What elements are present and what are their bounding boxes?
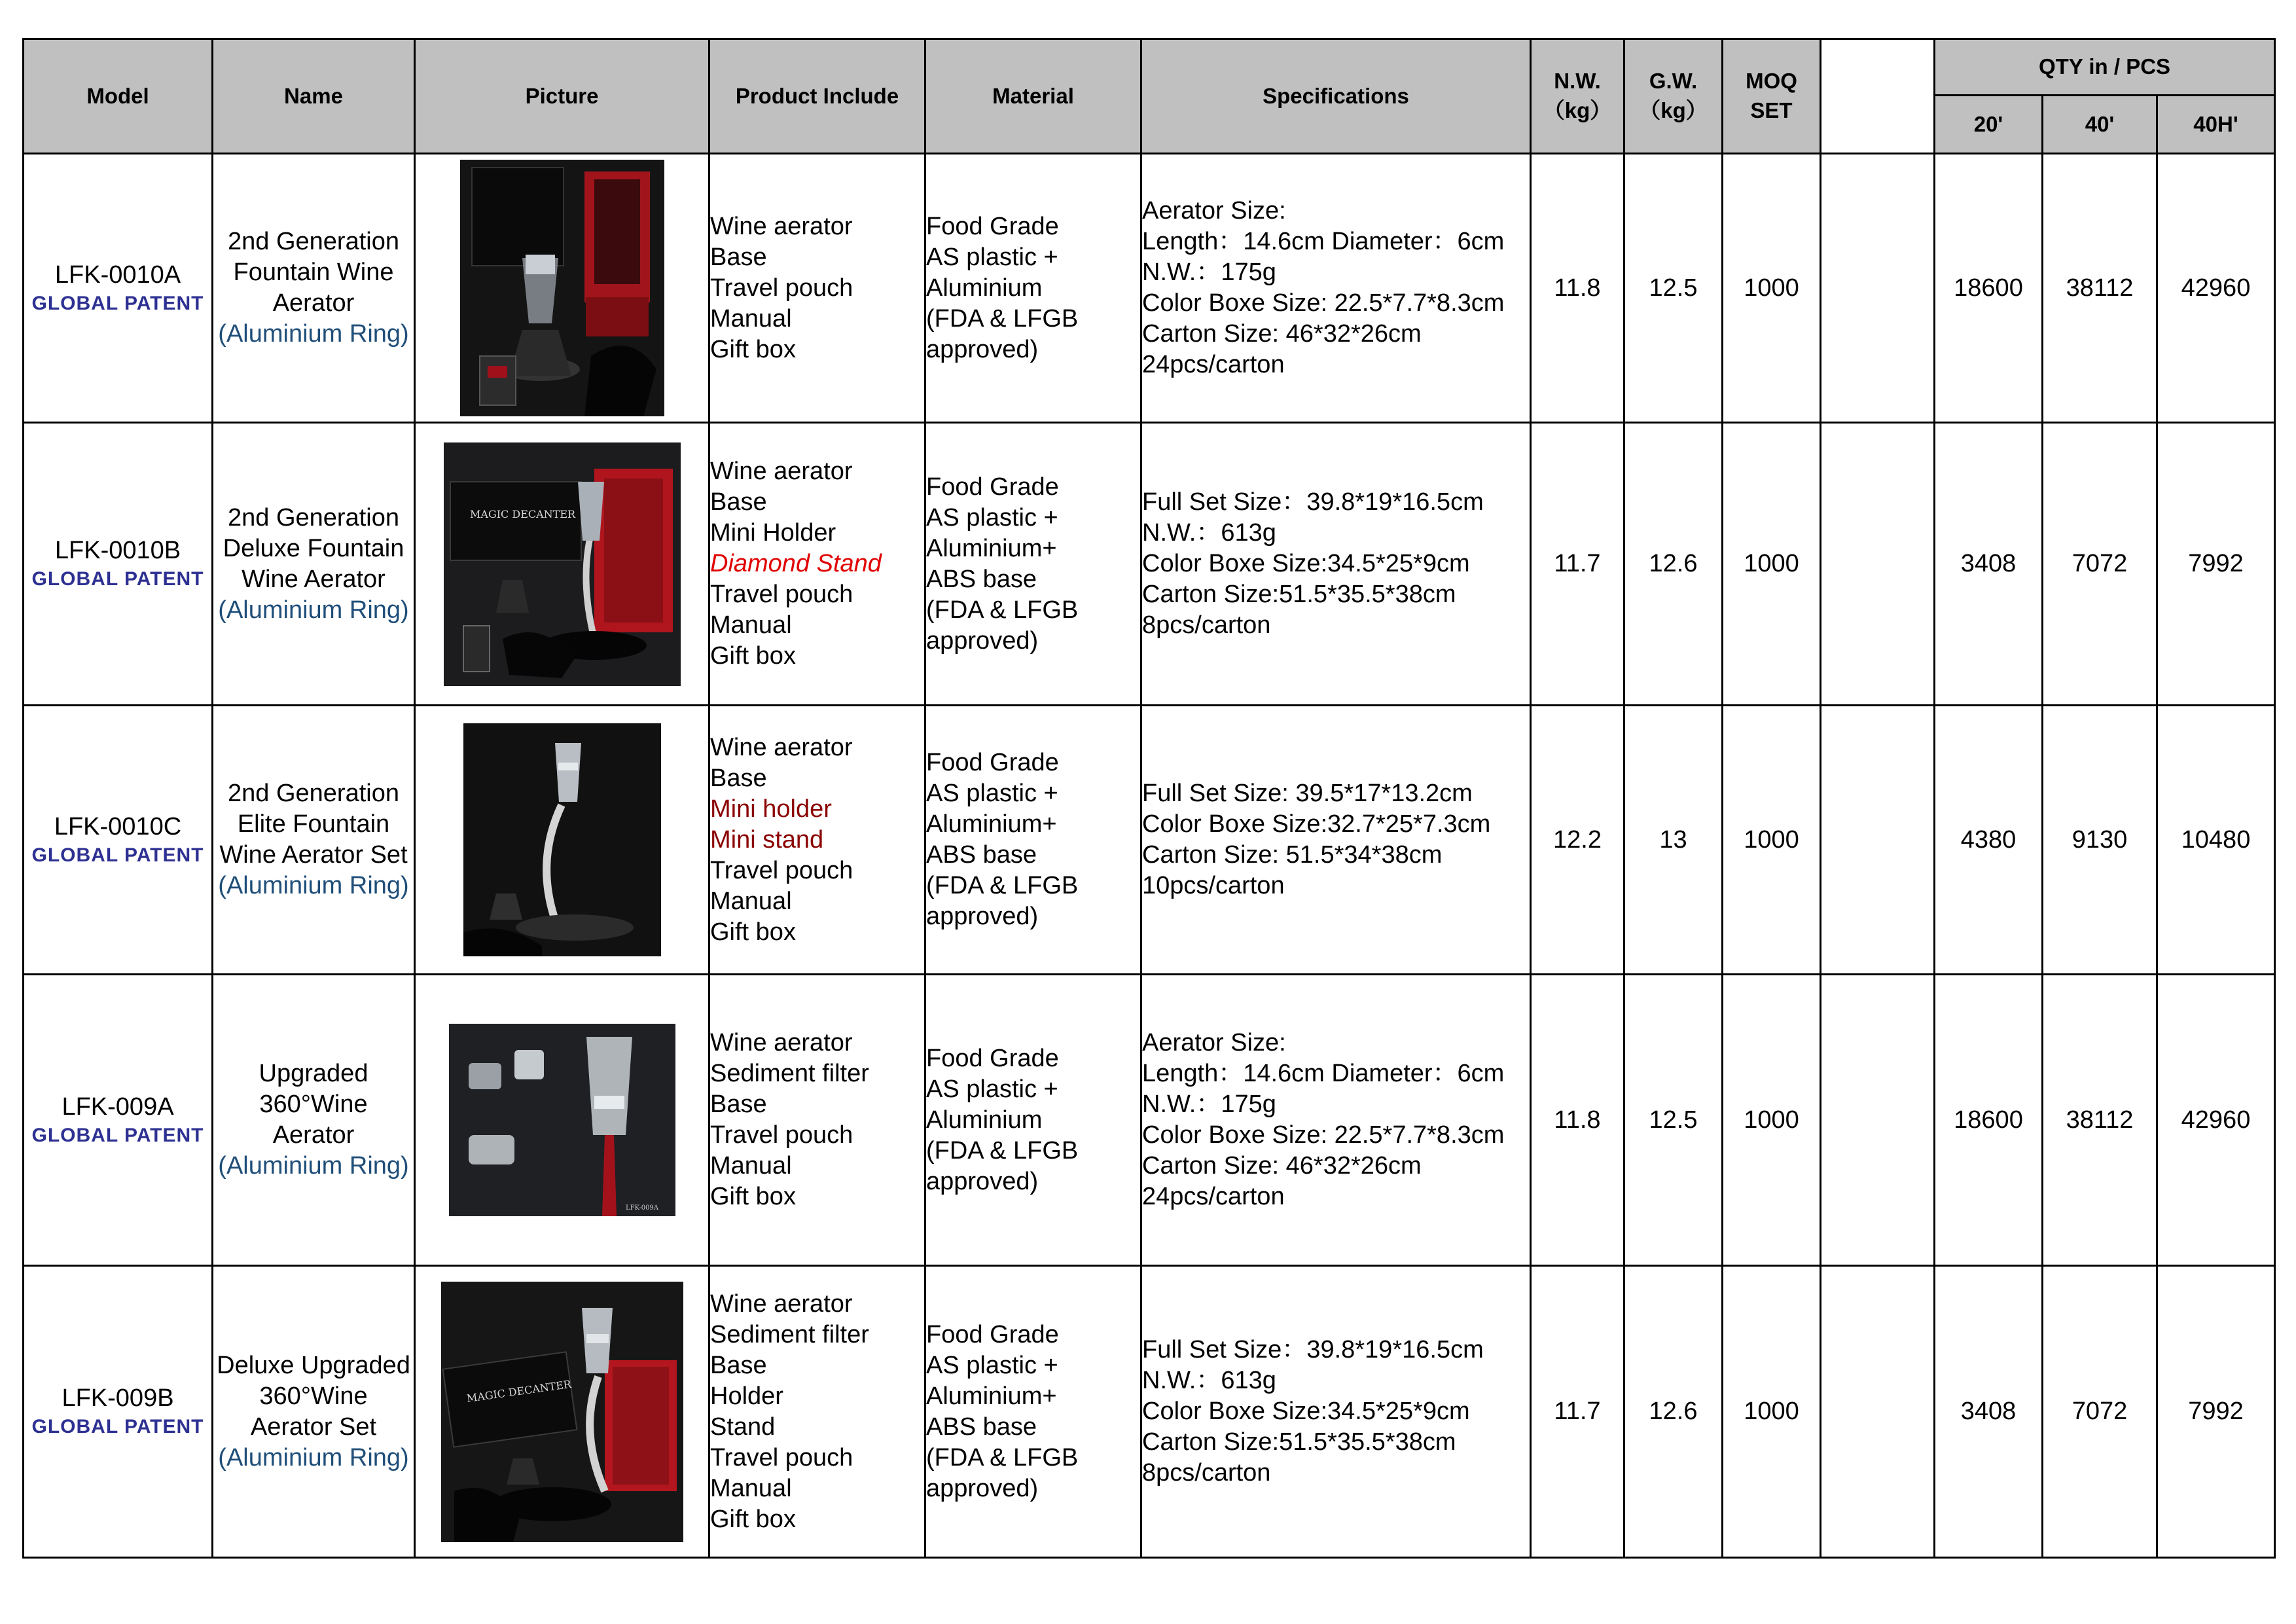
spec-line: N.W.：175g <box>1142 259 1276 286</box>
spec-line: Carton Size: 46*32*26cm <box>1142 320 1422 348</box>
header-qty: QTY in / PCS <box>1935 39 2275 96</box>
picture-cell <box>415 706 709 975</box>
material-line: Aluminium+ <box>926 534 1057 562</box>
name-line: Wine Aerator <box>242 565 386 593</box>
aerator-360-illustration <box>449 1024 675 1216</box>
qty-40-cell: 7072 <box>2043 423 2157 706</box>
ring-note: (Aluminium Ring) <box>218 1152 409 1180</box>
include-item: Base <box>710 764 767 792</box>
gw-cell: 12.6 <box>1624 1266 1723 1558</box>
include-item: Gift box <box>710 642 796 670</box>
name-cell <box>213 423 415 706</box>
material-line: Food Grade <box>926 749 1059 776</box>
material-cell <box>925 154 1141 423</box>
name-line: 2nd Generation <box>228 503 399 532</box>
material-cell <box>925 706 1141 975</box>
header-row-1 <box>24 39 2275 96</box>
header-nw-unit: （kg） <box>1543 98 1612 122</box>
blank-cell <box>1821 706 1935 975</box>
header-material: Material <box>925 39 1141 154</box>
material-line: Food Grade <box>926 473 1059 501</box>
include-item: Wine aerator <box>710 212 853 240</box>
include-item: Base <box>710 488 767 516</box>
elite-aerator-set-illustration <box>463 723 661 956</box>
spec-line: Color Boxe Size:34.5*25*9cm <box>1142 1398 1470 1425</box>
material-line: approved) <box>926 1474 1039 1502</box>
blank-cell <box>1821 1266 1935 1558</box>
material-line: approved) <box>926 626 1039 655</box>
qty-40-cell: 38112 <box>2043 154 2157 423</box>
spec-line: Color Boxe Size: 22.5*7.7*8.3cm <box>1142 289 1505 317</box>
header-picture: Picture <box>415 39 709 154</box>
include-item: Stand <box>710 1413 776 1441</box>
spec-line: Color Boxe Size:34.5*25*9cm <box>1142 550 1470 577</box>
spec-line: N.W.：613g <box>1142 519 1276 547</box>
name-line: Aerator <box>272 289 355 317</box>
material-line: approved) <box>926 903 1039 930</box>
spec-line: 8pcs/carton <box>1142 611 1271 639</box>
model-cell <box>24 706 213 975</box>
header-40ft: 40' <box>2043 96 2157 154</box>
moq-cell: 1000 <box>1723 154 1821 423</box>
material-line: AS plastic + <box>926 1351 1058 1379</box>
gw-cell: 12.5 <box>1624 975 1723 1266</box>
include-item: Sediment filter <box>710 1320 869 1348</box>
model-code: LFK-0010B <box>54 537 181 564</box>
qty-20-cell: 4380 <box>1935 706 2043 975</box>
header-gw <box>1624 39 1723 154</box>
spec-line: 8pcs/carton <box>1142 1459 1271 1487</box>
include-item: Travel pouch <box>710 856 853 884</box>
header-40hq: 40H' <box>2157 96 2275 154</box>
include-item: Sediment filter <box>710 1060 869 1087</box>
qty-20-cell: 3408 <box>1935 423 2043 706</box>
header-moq-label: MOQ <box>1746 69 1797 94</box>
include-item: Wine aerator <box>710 458 853 485</box>
patent-label: GLOBAL PATENT <box>31 568 204 590</box>
spec-line: Length：14.6cm Diameter：6cm <box>1142 1060 1505 1087</box>
material-line: Aluminium <box>926 1106 1043 1134</box>
include-item-highlight: Diamond Stand <box>710 550 882 577</box>
material-line: AS plastic + <box>926 1075 1058 1103</box>
patent-label: GLOBAL PATENT <box>31 1416 204 1437</box>
qty-40-cell: 9130 <box>2043 706 2157 975</box>
spec-line: Carton Size: 51.5*34*38cm <box>1142 841 1443 869</box>
qty-40h-cell: 7992 <box>2157 1266 2275 1558</box>
spec-line: Aerator Size: <box>1142 197 1286 225</box>
material-line: approved) <box>926 1167 1039 1195</box>
include-item-highlight: Mini stand <box>710 825 824 854</box>
material-line: ABS base <box>926 1413 1037 1441</box>
spec-line: Aerator Size: <box>1142 1029 1286 1056</box>
include-item: Travel pouch <box>710 581 853 608</box>
nw-cell: 11.8 <box>1531 975 1624 1266</box>
table-row <box>24 975 2275 1266</box>
moq-cell: 1000 <box>1723 706 1821 975</box>
include-item: Base <box>710 243 767 271</box>
nw-cell: 11.8 <box>1531 154 1624 423</box>
model-code: LFK-0010C <box>54 812 182 840</box>
header-product-include: Product Include <box>709 39 925 154</box>
product-photo <box>463 723 661 956</box>
header-gw-unit: （kg） <box>1639 98 1708 122</box>
model-cell <box>24 1266 213 1558</box>
spec-line: Carton Size: 46*32*26cm <box>1142 1152 1422 1180</box>
price-list-table <box>22 38 2276 1559</box>
patent-label: GLOBAL PATENT <box>31 1124 204 1146</box>
material-line: (FDA & LFGB <box>926 1136 1079 1164</box>
include-item: Base <box>710 1091 767 1118</box>
include-item: Travel pouch <box>710 1121 853 1149</box>
spec-line: Color Boxe Size:32.7*25*7.3cm <box>1142 810 1491 838</box>
include-item: Gift box <box>710 335 796 363</box>
spec-line: Carton Size:51.5*35.5*38cm <box>1142 1428 1456 1456</box>
qty-20-cell: 18600 <box>1935 154 2043 423</box>
header-blank <box>1821 39 1935 154</box>
material-line: Food Grade <box>926 212 1059 240</box>
material-line: (FDA & LFGB <box>926 1443 1079 1471</box>
specs-cell <box>1141 1266 1531 1558</box>
material-line: Aluminium <box>926 274 1043 302</box>
include-item: Wine aerator <box>710 1029 853 1056</box>
material-line: AS plastic + <box>926 780 1058 807</box>
include-item-highlight: Mini holder <box>710 795 832 823</box>
picture-cell <box>415 1266 709 1558</box>
nw-cell: 12.2 <box>1531 706 1624 975</box>
material-line: approved) <box>926 335 1039 363</box>
header-nw-label: N.W. <box>1554 69 1601 94</box>
material-line: (FDA & LFGB <box>926 596 1079 624</box>
material-line: AS plastic + <box>926 503 1058 532</box>
include-item: Wine aerator <box>710 733 853 761</box>
material-line: Aluminium+ <box>926 1382 1057 1410</box>
specs-cell <box>1141 423 1531 706</box>
picture-cell <box>415 154 709 423</box>
name-line: 2nd Generation <box>228 228 399 255</box>
includes-cell <box>709 1266 925 1558</box>
name-line: 360°Wine <box>259 1382 368 1410</box>
header-specifications: Specifications <box>1141 39 1531 154</box>
deluxe-decanter-set-illustration <box>444 442 681 686</box>
header-moq-unit: SET <box>1750 98 1793 122</box>
name-cell <box>213 154 415 423</box>
decanter-box-text: MAGIC DECANTER <box>469 507 575 520</box>
include-item: Manual <box>710 887 792 915</box>
qty-40-cell: 7072 <box>2043 1266 2157 1558</box>
moq-cell: 1000 <box>1723 975 1821 1266</box>
header-nw <box>1531 39 1624 154</box>
material-cell <box>925 423 1141 706</box>
moq-cell: 1000 <box>1723 1266 1821 1558</box>
qty-40h-cell: 7992 <box>2157 423 2275 706</box>
deluxe-upgraded-set-illustration <box>441 1282 683 1542</box>
includes-cell <box>709 706 925 975</box>
material-line: ABS base <box>926 841 1037 869</box>
include-item: Holder <box>710 1382 783 1410</box>
qty-40h-cell: 10480 <box>2157 706 2275 975</box>
header-name: Name <box>213 39 415 154</box>
spec-line: Color Boxe Size: 22.5*7.7*8.3cm <box>1142 1121 1505 1149</box>
name-line: 2nd Generation <box>228 780 399 807</box>
product-photo <box>444 442 681 686</box>
product-photo <box>449 1024 675 1216</box>
product-photo <box>441 1282 683 1542</box>
include-item: Manual <box>710 611 792 639</box>
model-cell <box>24 975 213 1266</box>
model-code: LFK-0010A <box>54 261 181 289</box>
name-line: Fountain Wine <box>233 259 394 286</box>
include-item: Gift box <box>710 1505 796 1533</box>
header-20ft: 20' <box>1935 96 2043 154</box>
spec-line: N.W.：175g <box>1142 1091 1276 1118</box>
gw-cell: 12.6 <box>1624 423 1723 706</box>
spec-line: Carton Size:51.5*35.5*38cm <box>1142 581 1456 608</box>
header-gw-label: G.W. <box>1649 69 1698 94</box>
material-line: Food Grade <box>926 1320 1059 1348</box>
material-line: (FDA & LFGB <box>926 872 1079 899</box>
include-item: Wine aerator <box>710 1290 853 1318</box>
specs-cell <box>1141 154 1531 423</box>
spec-line: Full Set Size：39.8*19*16.5cm <box>1142 488 1484 516</box>
material-line: AS plastic + <box>926 243 1058 271</box>
spec-line: Full Set Size：39.8*19*16.5cm <box>1142 1336 1484 1363</box>
spec-line: Full Set Size: 39.5*17*13.2cm <box>1142 780 1473 807</box>
include-item: Base <box>710 1351 767 1379</box>
spec-line: Length：14.6cm Diameter：6cm <box>1142 228 1505 255</box>
spec-line: 24pcs/carton <box>1142 1183 1285 1210</box>
qty-20-cell: 3408 <box>1935 1266 2043 1558</box>
material-line: Food Grade <box>926 1044 1059 1072</box>
specs-cell <box>1141 975 1531 1266</box>
includes-cell <box>709 154 925 423</box>
qty-40h-cell: 42960 <box>2157 975 2275 1266</box>
name-line: Wine Aerator Set <box>219 841 408 869</box>
name-cell <box>213 1266 415 1558</box>
table-row <box>24 1266 2275 1558</box>
material-line: Aluminium+ <box>926 810 1057 838</box>
name-line: Upgraded <box>259 1060 368 1087</box>
blank-cell <box>1821 975 1935 1266</box>
header-moq <box>1723 39 1821 154</box>
ring-note: (Aluminium Ring) <box>218 596 409 624</box>
name-line: 360°Wine <box>259 1091 368 1118</box>
ring-note: (Aluminium Ring) <box>218 320 409 348</box>
blank-cell <box>1821 423 1935 706</box>
include-item: Manual <box>710 304 792 333</box>
name-line: Deluxe Fountain <box>223 534 404 562</box>
qty-20-cell: 18600 <box>1935 975 2043 1266</box>
include-item: Manual <box>710 1474 792 1502</box>
include-item: Mini Holder <box>710 519 836 547</box>
name-line: Aerator Set <box>250 1413 377 1441</box>
include-item: Gift box <box>710 1183 796 1210</box>
ring-note: (Aluminium Ring) <box>218 872 409 899</box>
name-line: Elite Fountain <box>237 810 390 838</box>
model-code: LFK-009A <box>62 1092 174 1121</box>
qty-40-cell: 38112 <box>2043 975 2157 1266</box>
material-cell <box>925 975 1141 1266</box>
table-row <box>24 706 2275 975</box>
include-item: Gift box <box>710 918 796 946</box>
patent-label: GLOBAL PATENT <box>31 844 204 866</box>
includes-cell <box>709 975 925 1266</box>
name-line: Aerator <box>272 1121 355 1149</box>
nw-cell: 11.7 <box>1531 1266 1624 1558</box>
includes-cell <box>709 423 925 706</box>
model-cell <box>24 423 213 706</box>
table-row <box>24 154 2275 423</box>
include-item: Manual <box>710 1152 792 1180</box>
material-cell <box>925 1266 1141 1558</box>
spec-line: 10pcs/carton <box>1142 872 1285 899</box>
spec-line: N.W.：613g <box>1142 1367 1276 1394</box>
moq-cell: 1000 <box>1723 423 1821 706</box>
picture-cell <box>415 423 709 706</box>
nw-cell: 11.7 <box>1531 423 1624 706</box>
blank-cell <box>1821 154 1935 423</box>
name-cell <box>213 975 415 1266</box>
product-photo <box>460 160 664 416</box>
model-code: LFK-009B <box>62 1384 174 1412</box>
header-model: Model <box>24 39 213 154</box>
patent-label: GLOBAL PATENT <box>31 292 204 314</box>
aerator-gift-set-illustration <box>460 160 664 416</box>
include-item: Travel pouch <box>710 274 853 302</box>
name-cell <box>213 706 415 975</box>
table-row <box>24 423 2275 706</box>
decanter-box-text: MAGIC DECANTER <box>465 1377 572 1405</box>
specs-cell <box>1141 706 1531 975</box>
gw-cell: 12.5 <box>1624 154 1723 423</box>
qty-40h-cell: 42960 <box>2157 154 2275 423</box>
name-line: Deluxe Upgraded <box>217 1351 410 1379</box>
include-item: Travel pouch <box>710 1443 853 1471</box>
spec-line: 24pcs/carton <box>1142 351 1285 378</box>
picture-cell <box>415 975 709 1266</box>
material-line: (FDA & LFGB <box>926 304 1079 333</box>
model-cell <box>24 154 213 423</box>
photo-caption: LFK-009A <box>625 1204 658 1212</box>
ring-note: (Aluminium Ring) <box>218 1443 409 1471</box>
material-line: ABS base <box>926 565 1037 593</box>
gw-cell: 13 <box>1624 706 1723 975</box>
